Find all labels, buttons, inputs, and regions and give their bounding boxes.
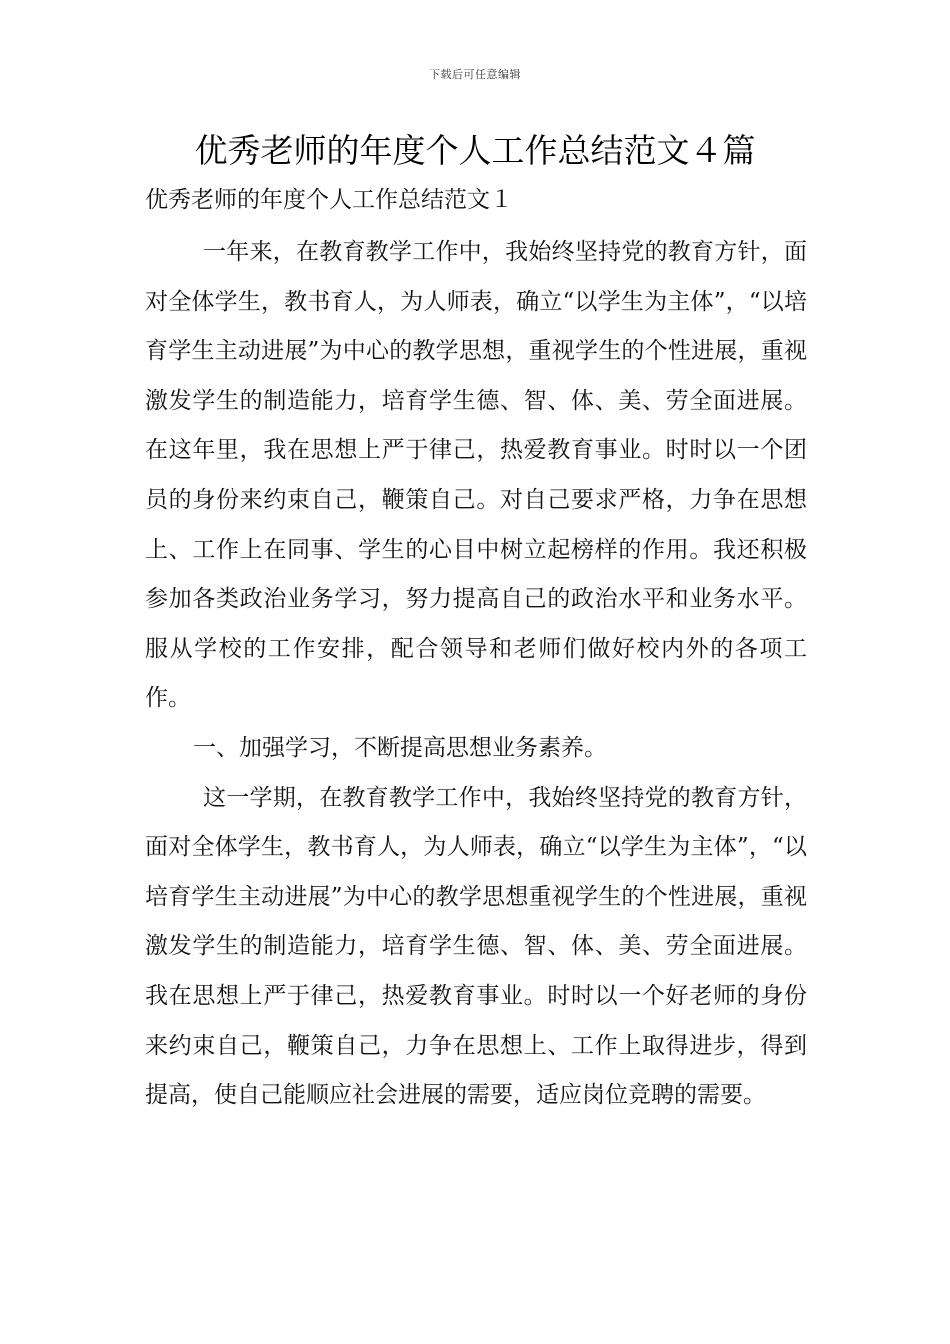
document-title: 优秀老师的年度个人工作总结范文４篇	[194, 131, 756, 170]
paragraph-heading: 一、加强学习，不断提高思想业务素养。	[193, 734, 607, 761]
document-body	[145, 178, 807, 1121]
paragraph-intro: 一年来，在教育教学工作中，我始终坚持党的教育方针，面对全体学生，教书育人，为人师表，确立“以学生为主体”，“以培育学生主动进展”为中心的教学思想，重视学生的个性进展，重视激发学生的制造能力，培育学生德、智、体、美、劳全面进展。在这年里，我在思想上严于律己，热爱教育事业。时时以一个团员的身份来约束自己，鞭策自己。对自己要求严格，力争在思想上、工作上在同事、学生的心目中树立起榜样的作用。我还积极参加各类政治业务学习，努力提高自己的政治水平和业务水平。服从学校的工作安排，配合领导和老师们做好校内外的各项工作。	[145, 239, 807, 712]
paragraph-body: 这一学期，在教育教学工作中，我始终坚持党的教育方针，面对全体学生，教书育人，为人师表，确立“以学生为主体”，“以培育学生主动进展”为中心的教学思想重视学生的个性进展，重视激发学生的制造能力，培育学生德、智、体、美、劳全面进展。我在思想上严于律己，热爱教育事业。时时以一个好老师的身份来约束自己，鞭策自己，力争在思想上、工作上取得进步，得到提高，使自己能顺应社会进展的需要，适应岗位竞聘的需要。	[145, 784, 807, 1109]
header-note: 下载后可任意编辑	[429, 68, 521, 81]
section-title: 优秀老师的年度个人工作总结范文１	[145, 187, 513, 213]
